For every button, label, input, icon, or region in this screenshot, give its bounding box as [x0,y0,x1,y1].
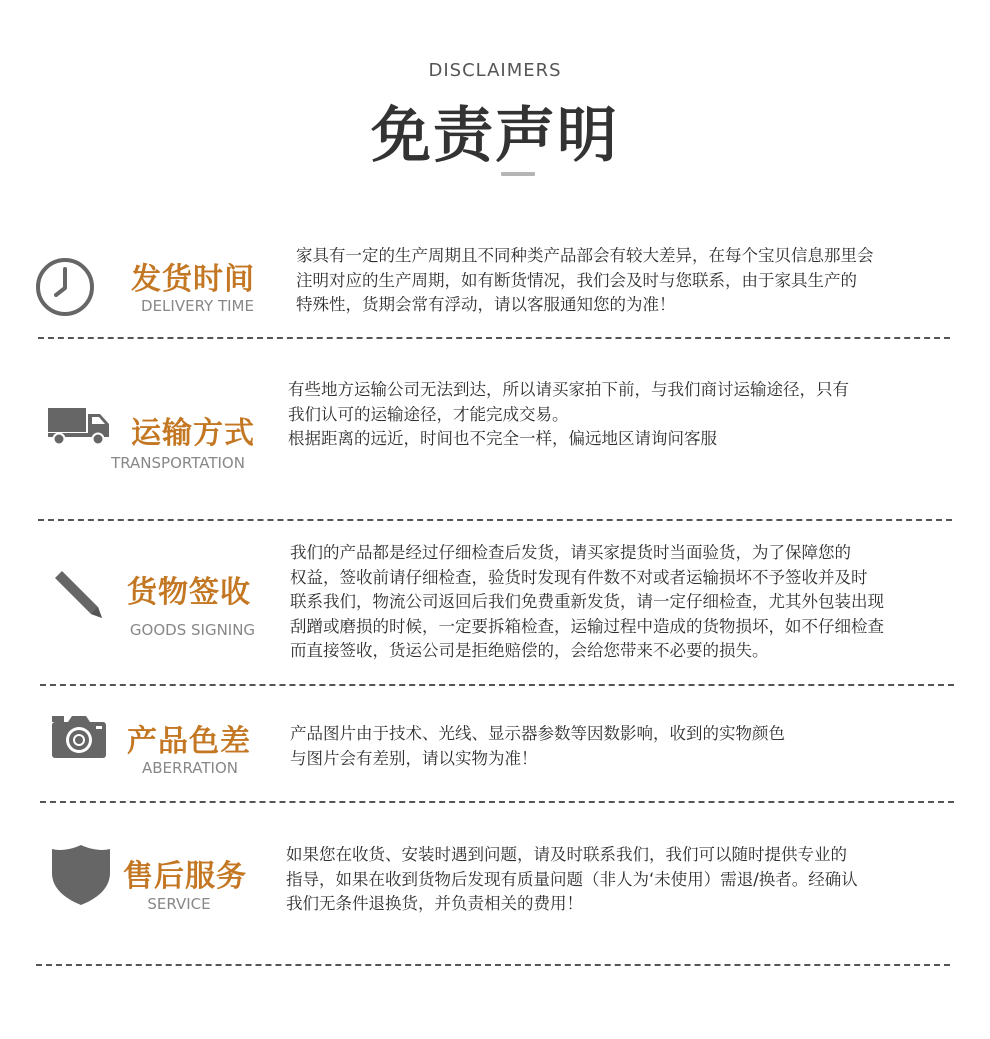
description-line: 指导，如果在收到货物后发现有质量问题（非人为‘未使用）需退/换者。经确认 [286,869,858,889]
description-line: 我们无条件退换货，并负责相关的费用！ [286,894,583,913]
section-subtitle: DELIVERY TIME [141,297,254,315]
section-description [296,244,874,318]
section-subtitle: SERVICE [147,895,211,913]
section-title: 运输方式 [131,416,255,451]
description-line: 注明对应的生产周期，如有断货情况，我们会及时与您联系，由于家具生产的 [296,270,857,290]
section-divider [38,337,950,339]
description-line: 我们的产品都是经过仔细检查后发货，请买家提货时当面验货，为了保障您的 [290,543,851,562]
description-line: 产品图片由于技术、光线、显示器参数等因数影响，收到的实物颜色 [290,724,785,743]
section-subtitle: ABERRATION [142,759,238,777]
description-line: 我们认可的运输途径，才能完成交易。 [288,404,569,424]
section-title: 售后服务 [123,859,247,894]
description-line: 家具有一定的生产周期且不同种类产品部会有较大差异，在每个宝贝信息那里会 [296,246,874,265]
section-description [288,378,849,452]
description-line: 与图片会有差别，请以实物为准！ [290,748,538,768]
description-line: 刮蹭或磨损的时候，一定要拆箱检查，运输过程中造成的货物损坏，如不仔细检查 [290,616,884,636]
page-title: 免责声明 [371,101,619,171]
description-line: 有些地方运输公司无法到达，所以请买家拍下前，与我们商讨运输途径，只有 [288,380,849,399]
description-line: 如果您在收货、安装时遇到问题，请及时联系我们，我们可以随时提供专业的 [286,845,847,864]
section-description [290,541,884,664]
title-underline [501,172,535,176]
section-description [286,843,858,917]
section-title: 发货时间 [131,262,255,297]
section-title: 货物签收 [127,575,251,610]
description-line: 权益，签收前请仔细检查，验货时发现有件数不对或者运输损坏不予签收并及时 [290,567,868,587]
section-title: 产品色差 [127,724,251,759]
clock-icon [35,257,95,317]
section-divider [40,684,954,686]
shield-icon [50,843,112,907]
truck-icon [46,406,112,446]
header-subtitle: DISCLAIMERS [428,60,562,81]
description-line: 而直接签收，货运公司是拒绝赔偿的，会给您带来不必要的损失。 [290,641,769,660]
section-description [290,722,785,771]
description-line: 根据距离的远近，时间也不完全一样，偏远地区请询问客服 [288,429,717,448]
description-line: 联系我们，物流公司返回后我们免费重新发货，请一定仔细检查，尤其外包装出现 [290,592,884,611]
section-divider [36,964,950,966]
section-subtitle: TRANSPORTATION [111,454,245,472]
description-line: 特殊性，货期会常有浮动，请以客服通知您的为准！ [296,295,676,314]
section-divider [38,519,952,521]
section-divider [40,801,954,803]
camera-icon [50,714,108,760]
pen-icon [50,566,108,624]
section-subtitle: GOODS SIGNING [129,621,256,639]
